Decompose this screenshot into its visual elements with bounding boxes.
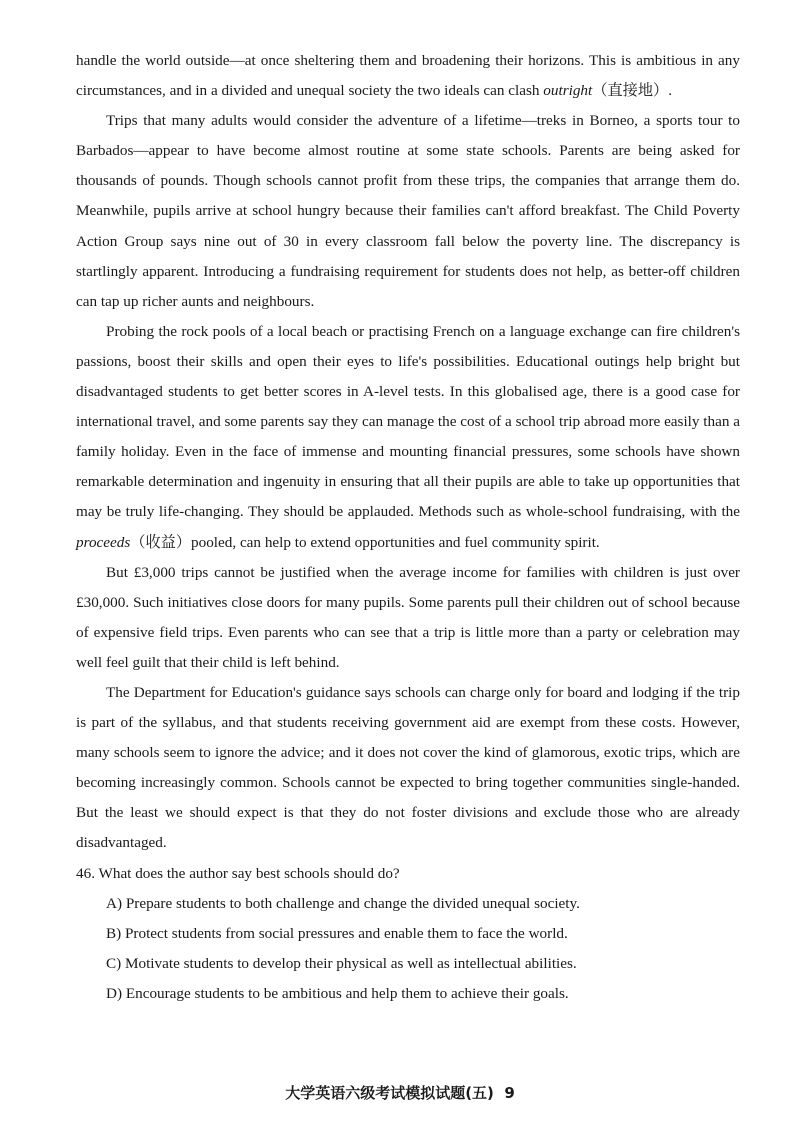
- paragraph-3-gloss: （收益）pooled, can help to extend opportunities and fuel community spirit.: [130, 533, 600, 551]
- question-number: 46.: [76, 864, 95, 882]
- paragraph-3-text: Probing the rock pools of a local beach or practising French on a language exchange can fire children's passions, boost their skills and open their eyes to life's possibilities. Educational outings help bright but disadvantaged students to get better scores in A-level tests. In this globalised age, there is a good case for international travel, and some parents say they can manage the cost of a school trip abroad more easily than a family holiday. Even in the face of immense and mounting financial pressures, some schools have shown remarkable determination and ingenuity in ensuring that all their pupils are able to take up opportunities that may be truly life-changing. They should be applauded. Methods such as whole-school fundraising, with the: [76, 322, 740, 521]
- option-letter: D): [106, 984, 123, 1002]
- option-text: Protect students from social pressures and enable them to face the world.: [124, 924, 568, 942]
- passage-paragraph-4: But £3,000 trips cannot be justified when the average income for families with children is just over £30,000. Such initiatives close doors for many pupils. Some parents pull their children out of school because of expensive field trips. Even parents who can see that a trip is little more than a party or celebration may well feel guilt that their child is left behind.: [76, 563, 740, 671]
- passage-paragraph-3: [76, 317, 740, 558]
- passage-paragraph-2: Trips that many adults would consider the adventure of a lifetime—treks in Borneo, a sports tour to Barbados—appear to have become almost routine at some state schools. Parents are being asked for thousands of pounds. Though schools cannot profit from these trips, the companies that arrange them do. Meanwhile, pupils arrive at school hungry because their families can't afford breakfast. The Child Poverty Action Group says nine out of 30 in every classroom fall below the poverty line. The discrepancy is startlingly apparent. Introducing a fundraising requirement for students does not help, as better-off children can tap up richer aunts and neighbours.: [76, 112, 740, 310]
- footer-title: 大学英语六级考试模拟试题(五): [285, 1084, 494, 1102]
- option-a[interactable]: [106, 889, 740, 919]
- page-number: 9: [504, 1084, 515, 1102]
- option-letter: A): [106, 894, 123, 912]
- passage-paragraph-5: The Department for Education's guidance says schools can charge only for board and lodging if the trip is part of the syllabus, and that students receiving government aid are exempt from these costs. However, many schools seem to ignore the advice; and it does not cover the kind of glamorous, exotic trips, which are becoming increasingly common. Schools cannot be expected to bring together communities single-handed. But the least we should expect is that they do not foster divisions and exclude those who are already disadvantaged.: [76, 683, 740, 852]
- exam-page-body: [76, 46, 740, 1009]
- option-letter: B): [106, 924, 122, 942]
- option-text: Motivate students to develop their physical as well as intellectual abilities.: [124, 954, 577, 972]
- question-text: What does the author say best schools should do?: [98, 864, 400, 882]
- paragraph-1-text: handle the world outside—at once sheltering them and broadening their horizons. This is ambitious in any circumstances, and in a divided and unequal society the two ideals can clash: [76, 52, 740, 100]
- option-d[interactable]: [106, 979, 740, 1009]
- passage-paragraph-1: [76, 46, 740, 106]
- option-b[interactable]: [106, 919, 740, 949]
- glossed-word-proceeds: proceeds: [76, 533, 131, 551]
- answer-options: [76, 889, 740, 1009]
- page-footer: [0, 1082, 800, 1103]
- question-46: [76, 859, 740, 889]
- option-text: Prepare students to both challenge and change the divided unequal society.: [125, 894, 580, 912]
- glossed-word-outright: outright: [543, 82, 593, 100]
- option-letter: C): [106, 954, 122, 972]
- option-text: Encourage students to be ambitious and help them to achieve their goals.: [125, 984, 569, 1002]
- option-c[interactable]: [106, 949, 740, 979]
- paragraph-1-gloss: （直接地）.: [592, 82, 672, 100]
